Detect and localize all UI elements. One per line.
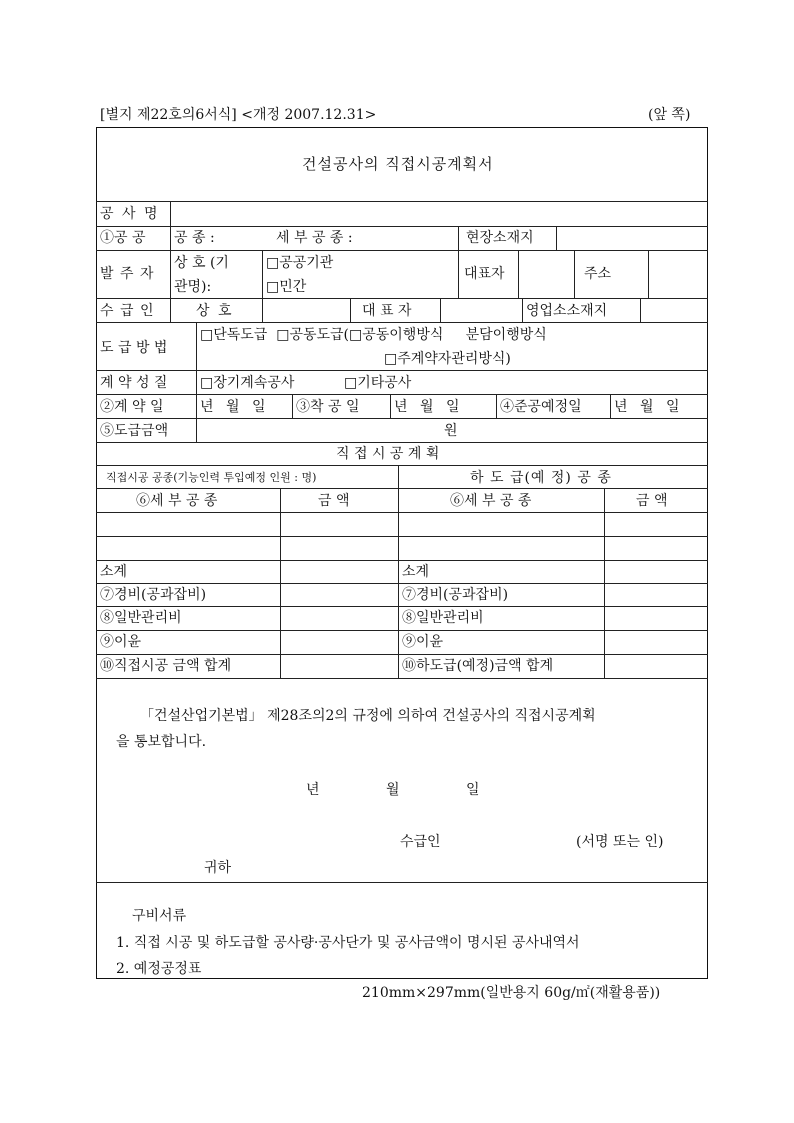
right-total-label: ⑩하도급(예정)금액 합계 bbox=[402, 658, 554, 674]
other-work-checkbox[interactable]: □기타공사 bbox=[344, 375, 412, 391]
required-doc-2: 2. 예정공정표 bbox=[116, 961, 202, 977]
contract-method-label: 도 급 방 법 bbox=[100, 340, 168, 356]
contractor-name-label: 상 호 bbox=[196, 303, 234, 319]
left-profit-label: ⑨이윤 bbox=[100, 634, 142, 650]
right-expense-label: ⑦경비(공과잡비) bbox=[402, 587, 509, 603]
contract-nature-label: 계 약 성 질 bbox=[100, 375, 168, 391]
public-agency-checkbox[interactable]: □공공기관 bbox=[266, 255, 334, 271]
client-address-label: 주소 bbox=[584, 266, 612, 282]
contract-method-options-1[interactable]: □단독도급 □공동도급(□공동이행방식 분담이행방식 bbox=[200, 327, 547, 343]
site-location-label: 현장소재지 bbox=[466, 230, 534, 246]
direct-work-header: 직접시공 공종(기능인력 투입예정 인원 : 명) bbox=[106, 471, 317, 484]
date-month: 월 bbox=[386, 782, 400, 798]
notice-line-2: 을 통보합니다. bbox=[116, 734, 207, 750]
contractor-office-label: 영업소소재지 bbox=[526, 303, 608, 319]
paper-spec: 210mm×297mm(일반용지 60g/㎡(재활용품)) bbox=[362, 985, 661, 1001]
contract-date-label: ②계 약 일 bbox=[100, 399, 164, 415]
notice-line-1: 「건설산업기본법」 제28조의2의 규정에 의하여 건설공사의 직접시공계획 bbox=[140, 708, 596, 724]
contractor-rep-label: 대 표 자 bbox=[362, 303, 412, 319]
project-name-label: 공 사 명 bbox=[100, 206, 160, 222]
right-work-col-header: ⑥세 부 공 종 bbox=[450, 493, 532, 509]
client-rep-label: 대표자 bbox=[464, 266, 505, 282]
right-admin-label: ⑧일반관리비 bbox=[402, 610, 484, 626]
client-name-label-1: 상 호 (기 bbox=[174, 255, 229, 271]
date-year: 년 bbox=[306, 782, 320, 798]
completion-date-ymd: 년 월 일 bbox=[614, 399, 680, 415]
submitter-label: 수급인 bbox=[400, 834, 441, 850]
form-title: 건설공사의 직접시공계획서 bbox=[302, 155, 494, 173]
contractor-label: 수 급 인 bbox=[100, 303, 155, 319]
left-subtotal-label: 소계 bbox=[100, 564, 128, 580]
contract-amount-label: ⑤도급금액 bbox=[100, 423, 169, 439]
page-side: (앞 쪽) bbox=[648, 107, 691, 123]
required-docs-title: 구비서류 bbox=[132, 908, 187, 924]
contract-date-ymd: 년 월 일 bbox=[200, 399, 266, 415]
work-detail-label: 세 부 공 종 : bbox=[276, 230, 353, 246]
left-admin-label: ⑧일반관리비 bbox=[100, 610, 182, 626]
right-profit-label: ⑨이윤 bbox=[402, 634, 444, 650]
right-subtotal-label: 소계 bbox=[402, 564, 430, 580]
completion-date-label: ④준공예정일 bbox=[500, 399, 582, 415]
addressee-label: 귀하 bbox=[204, 860, 232, 876]
work-label: ①공 공 bbox=[100, 230, 146, 246]
form-number: [별지 제22호의6서식] <개정 2007.12.31> bbox=[100, 107, 377, 123]
client-name-label-2: 관명): bbox=[174, 279, 212, 295]
client-label: 발 주 자 bbox=[100, 266, 155, 282]
contract-method-options-2[interactable]: □주계약자관리방식) bbox=[384, 351, 511, 367]
left-work-col-header: ⑥세 부 공 종 bbox=[136, 493, 218, 509]
private-checkbox[interactable]: □민간 bbox=[266, 279, 307, 295]
right-amount-col-header: 금 액 bbox=[636, 493, 668, 509]
direct-construction-plan-title: 직 접 시 공 계 획 bbox=[336, 446, 440, 462]
date-day: 일 bbox=[466, 782, 480, 798]
work-type-label: 공 종 : bbox=[174, 230, 215, 246]
signature-label: (서명 또는 인) bbox=[576, 834, 664, 850]
start-date-label: ③착 공 일 bbox=[296, 399, 360, 415]
left-amount-col-header: 금 액 bbox=[318, 493, 350, 509]
subcontract-header: 하 도 급(예 정) 공 종 bbox=[470, 470, 612, 486]
long-term-checkbox[interactable]: □장기계속공사 bbox=[200, 375, 295, 391]
left-expense-label: ⑦경비(공과잡비) bbox=[100, 587, 207, 603]
left-total-label: ⑩직접시공 금액 합계 bbox=[100, 658, 232, 674]
won-unit: 원 bbox=[444, 423, 458, 439]
start-date-ymd: 년 월 일 bbox=[394, 399, 460, 415]
required-doc-1: 1. 직접 시공 및 하도급할 공사량·공사단가 및 공사금액이 명시된 공사내역서 bbox=[116, 935, 580, 951]
